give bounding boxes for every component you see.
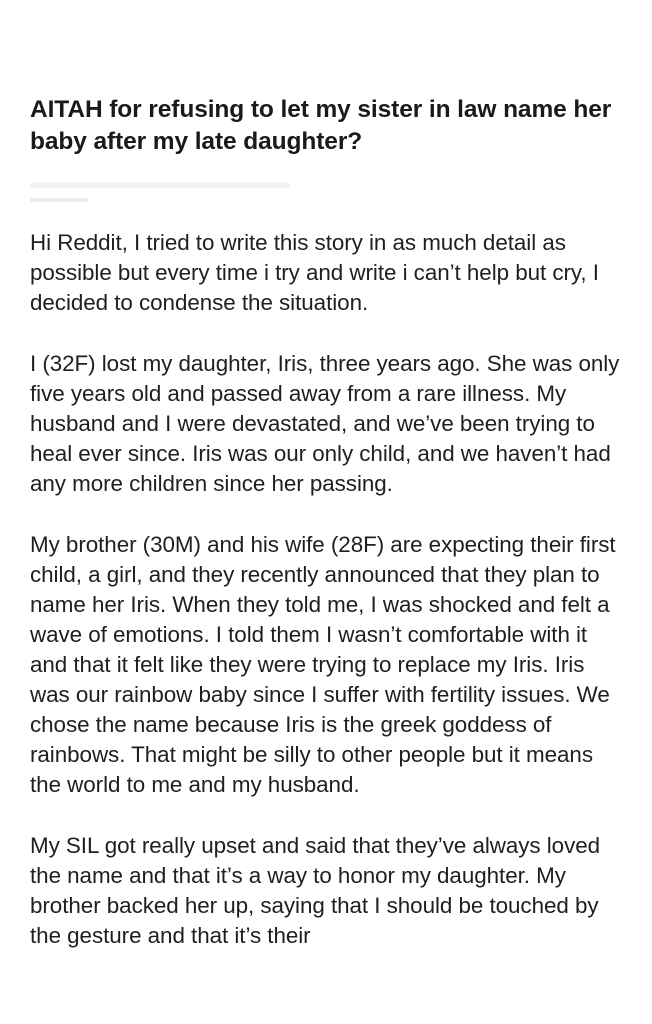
post-body (30, 228, 630, 951)
post-title: AITAH for refusing to let my sister in law name her baby after my late daughter? (30, 96, 612, 155)
post-paragraph: I (32F) lost my daughter, Iris, three years ago. She was only five years old and passed away from a rare illness. My husband and I were devastated, and we’ve been trying to heal ever since. Iris was our only child, and we haven’t had any more children since her passing. (30, 351, 620, 496)
post-meta-line (30, 198, 88, 202)
post-meta (30, 176, 630, 206)
post-meta-line (30, 182, 290, 188)
post-paragraph: My brother (30M) and his wife (28F) are expecting their first child, a girl, and they recently announced that they plan to name her Iris. When they told me, I was shocked and felt a wave of emotions. I told them I wasn’t comfortable with it and that it felt like they were trying to replace my Iris. Iris was our rainbow baby since I suffer with fertility issues. We chose the name because Iris is the greek goddess of rainbows. That might be silly to other people but it means the world to me and my husband. (30, 532, 616, 797)
post-paragraph: My SIL got really upset and said that they’ve always loved the name and that it’s a way to honor my daughter. My brother backed her up, saying that I should be touched by the gesture and that it’s their (30, 833, 601, 948)
post (30, 94, 630, 982)
post-paragraph: Hi Reddit, I tried to write this story in as much detail as possible but every time i try and write i can’t help but cry, I decided to condense the situation. (30, 230, 599, 315)
